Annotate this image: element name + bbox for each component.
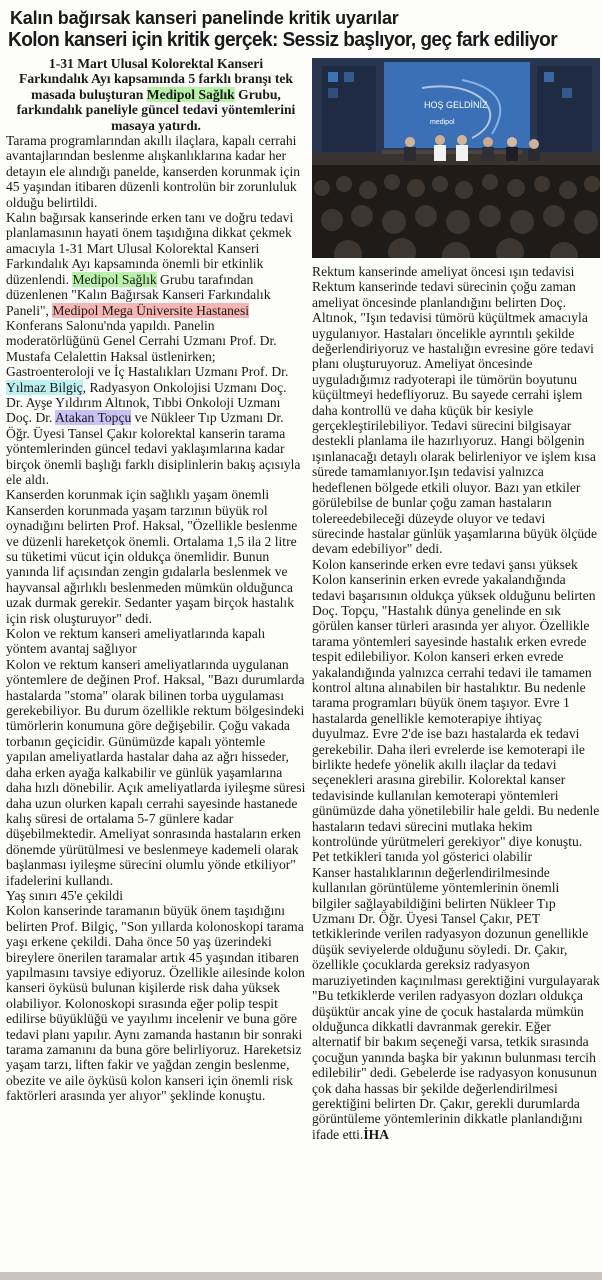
screen-title: HOŞ GELDİNİZ <box>424 100 488 110</box>
page-bottom-border <box>0 1272 602 1280</box>
highlight-medipol: Medipol Sağlık <box>146 86 235 102</box>
panel-photo <box>312 58 600 258</box>
subheading: Kolon kanserinde erken evre tedavi şansı yüksek <box>312 556 578 572</box>
paragraph: Kanserden korunmada yaşam tarzının büyük rol oynadığını belirten Prof. Haksal, "Özellikle beslenme ve düzenli hareketçok önemli. Ortalama 1,5 ila 2 litre su tüketimi vücut için oldukça önemlidir. Bunun yanında lif açısından zengin gıdalarla beslenmek ve hayvansal ağırlıklı beslenmeden mümkün olduğunca uzak durmak gerekir. Sedanter yaşam birçok hastalık için risk oluşturuyor" dedi. <box>6 502 298 626</box>
highlight-medipol: Medipol Sağlık <box>72 271 157 287</box>
paragraph: Rektum kanserinde tedavi sürecinin çoğu zaman ameliyat öncesinde planlandığını belirten Doç. Altınok, "Işın tedavisi tümörü küçültmek amacıyla uygulanıyor. Hastaları öncelikle ayrıntılı şekilde değerlendiriyoruz ve hastalığın evresine göre tedavi planı oluşturuyoruz. Ameliyat öncesinde uyguladığımız radyoterapi ile tümörün boyutunu küçültmeyi hedefliyoruz. Bu sayede cerrahi işlem daha kontrollü ve daha küçük bir kesiyle gerçekleştirilebiliyor. Tedavi sürecini bilgisayar destekli planlama ile hazırlıyoruz. Hangi bölgenin ışınlanacağı detaylı olarak belirleniyor ve işlem kısa sürede tamamlanıyor.Işın tedavisi yalnızca hedeflenen bölgede etkili oluyor. Bazı yan etkiler görülebilse de bunlar çoğu zaman hastaların tolereedebileceği düzeyde oluyor ve tedavi sürecinde hastalar günlük yaşamlarına büyük ölçüde devam edebiliyor" dedi. <box>312 279 597 557</box>
subheading: Kolon ve rektum kanseri ameliyatlarında kapalı yöntem avantaj sağlıyor <box>6 626 266 657</box>
paragraph: Kolon kanserinde taramanın büyük önem taşıdığını belirten Prof. Bilgiç, "Son yıllarda kolonoskopi tarama yaşı erkene çekildi. Daha önce 50 yaş üzerindeki bireylere önerilen taramalar artık 45 yaşından itibaren yapılmasını tavsiye ediyoruz. Özellikle ailesinde kolon kanseri öyküsü bulunan kişilerde risk daha yüksek olabiliyor. Kolonoskopi sırasında eğer polip tespit edilirse büyüklüğü ve yayılımı incelenir ve buna göre tedavi planı yapılır. Aynı zamanda hastanın bir sonraki tarama zamanını da buna göre belirliyoruz. Hareketsiz yaşam tarzı, liften fakir ve yağdan zengin beslenme, obezite ve aile öyküsü kolon kanseri için önemli risk faktörleri arasında yer alıyor" şeklinde konuştu. <box>6 903 305 1104</box>
subheading: Kanserden korunmak için sağlıklı yaşam önemli <box>6 487 270 503</box>
subheading: Yaş sınırı 45'e çekildi <box>6 887 123 903</box>
highlight-topcu: Atakan Topçu <box>55 410 132 426</box>
paragraph: Kolon kanserinin erken evrede yakalandığında tedavi başarısının oldukça yüksek olduğunu belirten Doç. Topçu, "Hastalık dünya genelinde en sık görülen kanser türleri arasında yer alıyor. Özellikle tarama yöntemleri sayesinde hastalık erken evrede tespit edilebiliyor. Kolon kanseri erken evrede yakalandığında yalnızca cerrahi tedavi ile tamamen kontrol altına alınabilen bir hastalıktır. Bu nedenle tarama programları büyük önem taşıyor. Evre 1 hastalarda genellikle kemoterapiye ihtiyaç duyulmaz. Evre 2'de ise bazı hastalarda ek tedavi gerekebilir. Daha ileri evrelerde ise kemoterapi ile birlikte hedefe yönelik akıllı ilaçlar da tedavi seçenekleri arasına girebilir. Kolorektal kanser tedavisinde kullanılan kemoterapi yöntemleri günümüzde daha yönetilebilir hale geldi. Bu nedenle hastaların tedavi sürecini mutlaka hekim kontrolünde yürütmeleri gerekiyor" diye konuştu. <box>312 572 600 850</box>
paragraph: Tarama programlarından akıllı ilaçlara, kapalı cerrahi avantajlarından beslenme alışkanlıklarına kadar her detayın ele alındığı panelde, kanserden korunmak için 45 yaşından itibaren düzenli kontrolün bir zorunluluk olduğu belirtildi. <box>6 133 301 210</box>
subheading: Rektum kanserinde ameliyat öncesi ışın tedavisi <box>312 264 575 279</box>
subheading: Pet tetkikleri tanıda yol gösterici olabilir <box>312 849 533 865</box>
screen-logo: medipol <box>430 119 455 126</box>
news-agency: İHA <box>363 1126 390 1142</box>
article-column-right <box>312 264 600 1270</box>
paragraph: Kanser hastalıklarının değerlendirilmesinde kullanılan görüntüleme yöntemlerinin önemli bilgiler sağlayabildiğini belirten Nükleer Tıp Uzmanı Dr. Öğr. Üyesi Tansel Çakır, PET tetkiklerinde verilen radyasyon dozunun genellikle düşük seviyelerde olduğunu söyledi. Dr. Çakır, özellikle çocuklarda gereksiz radyasyon maruziyetinden kaçınılması gerektiğini vurgulayarak "Bu tetkiklerde verilen radyasyon dozları oldukça düşüktür ancak yine de çocuk hastalarda mümkün olduğunca dikkatli davranmak gerekir. Eğer alternatif bir bakım seçeneği varsa, tetkik sırasında çocuğun yanında başka bir yakının bulunması tercih edilebilir" dedi. Gebelerde ise radyasyon konusunun çok daha hassas bir şekilde değerlendirilmesi gerektiğini belirten Dr. Çakır, gerekli durumlarda görüntüleme yöntemlerinin dikkatle planlandığını ifade etti.İHA <box>312 864 600 1142</box>
article-lead: 1-31 Mart Ulusal Kolorektal Kanseri Farkındalık Ayı kapsamında 5 farklı branşı tek masada buluşturan Medipol Sağlık Grubu, farkındalık paneliyle güncel tedavi yöntemlerini masaya yatırdı. <box>16 56 296 133</box>
headline-title: Kolon kanseri için kritik gerçek: Sessiz başlıyor, geç fark ediliyor <box>8 28 558 51</box>
panel-photo-illustration <box>312 58 600 258</box>
highlight-hospital: Medipol Mega Üniversite Hastanesi <box>52 302 250 318</box>
paragraph: Kalın bağırsak kanserinde erken tanı ve doğru tedavi planlamasının hayati önem taşıdığına dikkat çekmek amacıyla 1-31 Mart Ulusal Kolorektal Kanseri Farkındalık Ayı kapsamında önemli bir etkinlik düzenlendi. Medipol Sağlık Grubu tarafından düzenlenen "Kalın Bağırsak Kanseri Farkındalık Paneli", Medipol Mega Üniversite Hastanesi Konferans Salonu'nda yapıldı. Panelin moderatörlüğünü Genel Cerrahi Uzmanı Prof. Dr. Mustafa Celalettin Haksal üstlenirken; Gastroenteroloji ve İç Hastalıkları Uzmanı Prof. Dr. Yılmaz Bilgiç, Radyasyon Onkolojisi Uzmanı Doç. Dr. Ayşe Yıldırım Altınok, Tıbbi Onkoloji Uzmanı Doç. Dr. Atakan Topçu ve Nükleer Tıp Uzmanı Dr. Öğr. Üyesi Tansel Çakır kolorektal kanserin tarama yöntemlerinden güncel tedavi yaklaşımlarına kadar birçok önemli başlığı farklı disiplinlerin bakış açısıyla ele aldı. <box>6 210 301 487</box>
highlight-bilgic: Yılmaz Bilgiç <box>6 379 83 395</box>
headline-kicker: Kalın bağırsak kanseri panelinde kritik uyarılar <box>10 8 399 28</box>
paragraph: Kolon ve rektum kanseri ameliyatlarında uygulanan yöntemlere de değinen Prof. Haksal, "Bazı durumlarda hastalarda "stoma" olarak bilinen torba uygulaması gerekebiliyor. Bu durum özellikle rektum bölgesindeki tümörlerin konumuna göre değişebilir. Çoğu vakada torbanın geçicidir. Günümüzde kapalı yöntemle yapılan ameliyatlarda hastalar daha az ağrı hisseder, daha erken ayağa kalkabilir ve günlük yaşamlarına daha hızlı dönebilir. Açık ameliyatlarda iyileşme süresi daha uzun olurken kapalı cerrahi sayesinde hastanede kalış süresi de ortalama 5-7 günlere kadar düşebilmektedir. Ameliyat sonrasında hastaların erken dönemde yürütülmesi ve beslenmeye kademeli olarak başlanması iyileşme sürecini olumlu yönde etkiliyor" ifadelerini kullandı. <box>6 656 306 888</box>
article-column-left <box>6 56 306 1270</box>
